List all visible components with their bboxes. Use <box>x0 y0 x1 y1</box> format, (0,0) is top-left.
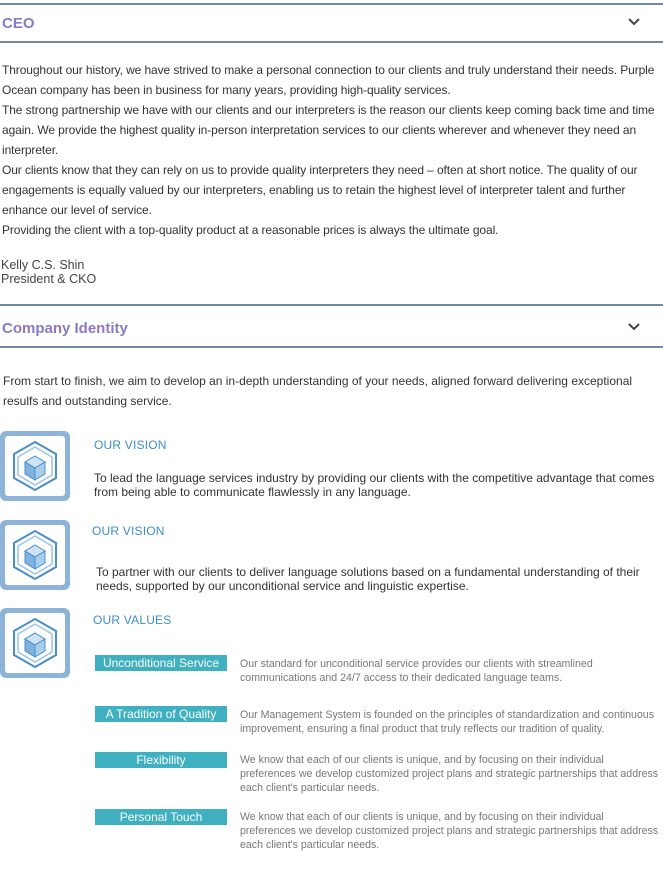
value-badge: Unconditional Service <box>95 655 227 671</box>
signature-name: Kelly C.S. Shin <box>1 258 85 272</box>
value-description: Our Management System is founded on the principles of standardization and continuous improvement, ensuring a final product that truly reflects our tradition of quality. <box>240 709 654 735</box>
signature-role: President & CKO <box>1 272 97 286</box>
ceo-section-title: CEO <box>2 15 35 32</box>
block-title: OUR VISION <box>92 524 165 538</box>
block-title: OUR VISION <box>94 438 167 452</box>
ceo-message <box>2 60 662 240</box>
value-badge: Flexibility <box>95 752 227 768</box>
identity-section-title: Company Identity <box>2 320 128 337</box>
value-badge: Personal Touch <box>95 809 227 825</box>
chevron-down-icon[interactable] <box>627 17 641 27</box>
hexagon-cube-icon <box>0 520 70 590</box>
identity-intro: From start to finish, we aim to develop an in-depth understanding of your needs, aligned forward delivering exceptional resulfs and outstanding service. <box>3 374 633 408</box>
value-description: We know that each of our clients is unique, and by focusing on their individual preferences we develop customized project plans and strategic partnerships that address each client's particular needs. <box>240 811 659 851</box>
chevron-down-icon[interactable] <box>627 322 641 332</box>
ceo-paragraph: The strong partnership we have with our clients and our interpreters is the reason our clients keep coming back time and time again. We provide the highest quality in-person interpretation services to our clients wherever and whenever they need an interpreter. <box>2 103 655 157</box>
ceo-paragraph: Throughout our history, we have strived to make a personal connection to our clients and truly understand their needs. Purple Ocean company has been in business for many years, providing high-quality services. <box>2 63 655 97</box>
ceo-paragraph: Providing the client with a top-quality product at a reasonable prices is always the ultimate goal. <box>2 223 499 237</box>
block-text: To lead the language services industry by providing our clients with the competitive advantage that comes from being able to communicate flawlessly in any language. <box>94 471 655 499</box>
block-title: OUR VALUES <box>93 613 172 627</box>
identity-accordion-header[interactable] <box>0 304 663 348</box>
block-text: To partner with our clients to deliver language solutions based on a fundamental understanding of their needs, supported by our unconditional service and linguistic expertise. <box>96 565 640 593</box>
ceo-paragraph: Our clients know that they can rely on us to provide quality interpreters they need – often at short notice. The quality of our engagements is equally valued by our interpreters, enabling us to retain the highest level of interpreter talent and further enhance our level of service. <box>2 163 638 217</box>
value-badge: A Tradition of Quality <box>95 706 227 722</box>
value-description: Our standard for unconditional service provides our clients with streamlined communications and 24/7 access to their dedicated language teams. <box>240 658 593 684</box>
hexagon-cube-icon <box>0 608 70 678</box>
ceo-accordion-header[interactable] <box>0 3 663 43</box>
value-description: We know that each of our clients is unique, and by focusing on their individual preferences we develop customized project plans and strategic partnerships that address each client's particular needs. <box>240 754 659 794</box>
hexagon-cube-icon <box>0 431 70 501</box>
